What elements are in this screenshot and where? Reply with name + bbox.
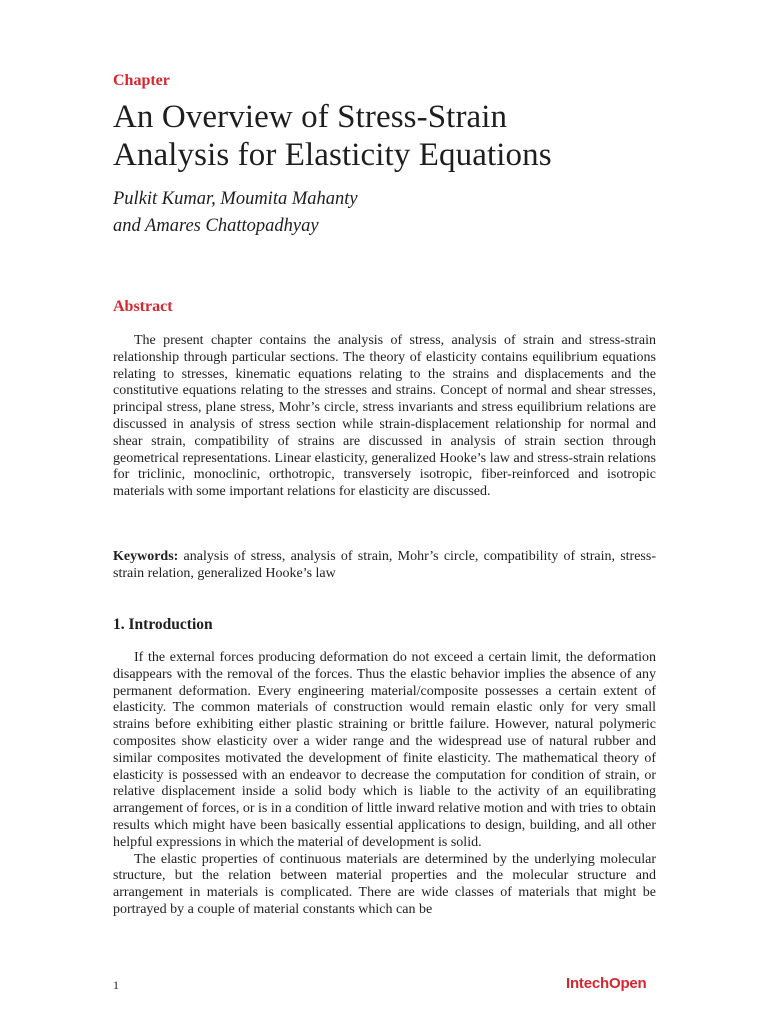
keywords-label: Keywords: [113, 549, 179, 564]
chapter-label: Chapter [113, 72, 170, 89]
introduction-paragraph-2: The elastic properties of continuous materials are determined by the underlying molecular structure, but the relation between material properties and the molecular structure and arrangement in materials is complicated. There are wide classes of materials that might be portrayed by a couple of material constants which can be [113, 851, 656, 917]
introduction-body [113, 650, 656, 919]
keywords-text: analysis of stress, analysis of strain, Mohr’s circle, compatibility of strain, stress-strain relation, generalized Hooke’s law [113, 549, 656, 581]
title-line-1: An Overview of Stress-Strain [113, 99, 508, 135]
abstract-heading: Abstract [113, 298, 173, 315]
authors-line-1: Pulkit Kumar, Moumita Mahanty [113, 189, 358, 209]
authors [113, 186, 358, 240]
authors-line-2: and Amares Chattopadhyay [113, 216, 319, 236]
keywords [113, 549, 656, 583]
chapter-title [113, 98, 673, 174]
section-heading-introduction: 1. Introduction [113, 616, 213, 633]
abstract-body [113, 333, 656, 501]
abstract-paragraph: The present chapter contains the analysis of stress, analysis of strain and stress-strain relationship through particular sections. The theory of elasticity contains equilibrium equations relating to stresses, kinematic equations relating to the strains and displacements and the constitutive equations relating to the stresses and strains. Concept of normal and shear stresses, principal stress, plane stress, Mohr’s circle, stress invariants and stress equilibrium relations are discussed in analysis of stress section while strain-displacement relationship for normal and shear strain, compatibility of strains are discussed in analysis of strain section through geometrical representations. Linear elasticity, generalized Hooke’s law and stress-strain relations for triclinic, monoclinic, orthotropic, transversely isotropic, fiber-reinforced and isotropic materials with some important relations for elasticity are discussed. [113, 333, 656, 500]
page-number: 1 [113, 978, 119, 992]
publisher-logo: IntechOpen [566, 975, 647, 992]
title-line-2: Analysis for Elasticity Equations [113, 137, 552, 173]
introduction-paragraph-1: If the external forces producing deformation do not exceed a certain limit, the deformation disappears with the removal of the forces. Thus the elastic behavior implies the absence of any permanent deformation. Every engineering material/composite possesses a certain extent of elasticity. The common materials of construction would remain elastic only for very small strains before exhibiting either plastic straining or brittle failure. However, natural polymeric composites show elasticity over a wider range and the widespread use of natural rubber and similar composites motivated the development of finite elasticity. The mathematical theory of elasticity is possessed with an endeavor to decrease the computation for condition of strain, or relative displacement inside a solid body which is liable to the activity of an equilibrating arrangement of forces, or is in a condition of little inward relative motion and with tries to obtain results which might have been basically essential applications to design, building, and all other helpful expressions in which the material of development is solid. [113, 650, 656, 850]
